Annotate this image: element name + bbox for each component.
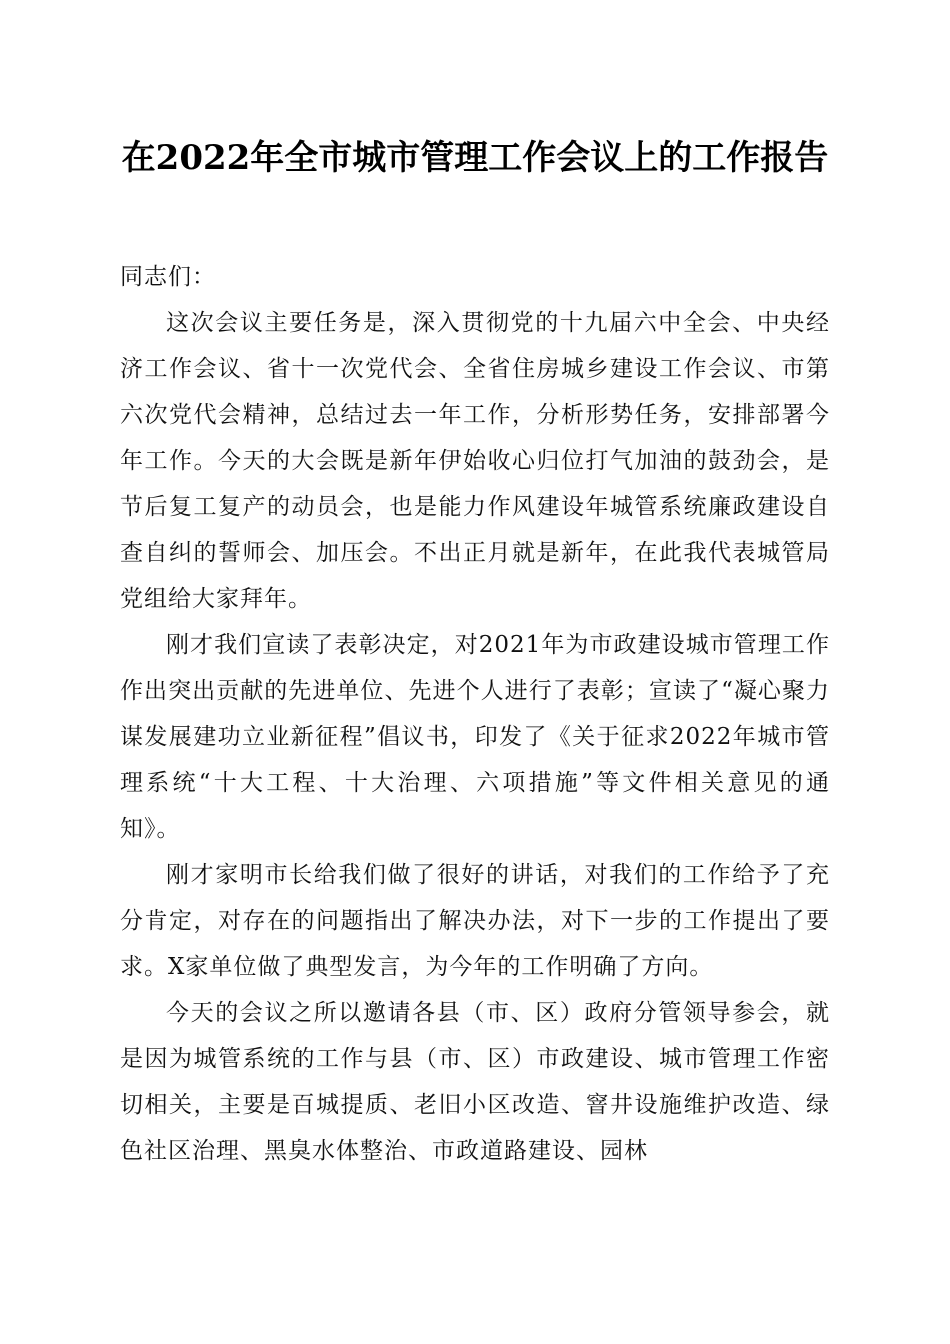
paragraph-4: 今天的会议之所以邀请各县（市、区）政府分管领导参会，就是因为城管系统的工作与县（市、区）市政建设、城市管理工作密切相关，主要是百城提质、老旧小区改造、窨井设施维护改造、绿色社区治理、黑臭水体整治、市政道路建设、园林	[120, 1000, 830, 1164]
paragraph-1: 这次会议主要任务是，深入贯彻党的十九届六中全会、中央经济工作会议、省十一次党代会、全省住房城乡建设工作会议、市第六次党代会精神，总结过去一年工作，分析形势任务，安排部署今年工作。今天的大会既是新年伊始收心归位打气加油的鼓劲会，是节后复工复产的动员会，也是能力作风建设年城管系统廉政建设自查自纠的誓师会、加压会。不出正月就是新年，在此我代表城管局党组给大家拜年。	[120, 310, 830, 612]
salutation: 同志们：	[120, 264, 216, 290]
document-title: 在2022年全市城市管理工作会议上的工作报告	[121, 138, 829, 178]
paragraph-2: 刚才我们宣读了表彰决定，对2021年为市政建设城市管理工作作出突出贡献的先进单位、先进个人进行了表彰；宣读了“凝心聚力谋发展建功立业新征程”倡议书，印发了《关于征求2022年城市管理系统“十大工程、十大治理、六项措施”等文件相关意见的通知》。	[120, 632, 830, 842]
paragraph-3: 刚才家明市长给我们做了很好的讲话，对我们的工作给予了充分肯定，对存在的问题指出了解决办法，对下一步的工作提出了要求。X家单位做了典型发言，为今年的工作明确了方向。	[120, 862, 830, 980]
document-body	[120, 254, 830, 1174]
